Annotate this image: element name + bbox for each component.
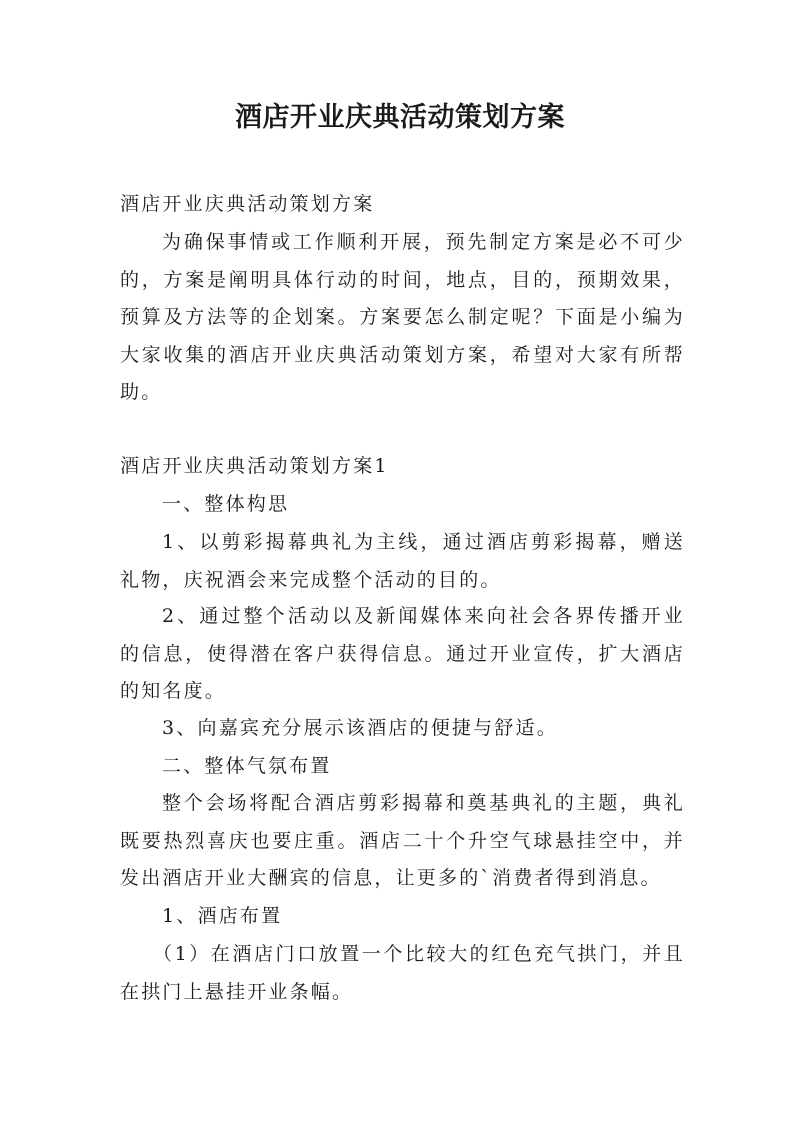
- intro-paragraph: 为确保事情或工作顺利开展，预先制定方案是必不可少的，方案是阐明具体行动的时间，地点，目的，预期效果，预算及方法等的企划案。方案要怎么制定呢？下面是小编为大家收集的酒店开业庆典活动策划方案，希望对大家有所帮助。: [120, 231, 685, 403]
- item1-paragraph: 1、以剪彩揭幕典礼为主线，通过酒店剪彩揭幕，赠送礼物，庆祝酒会来完成整个活动的目的。: [120, 531, 685, 591]
- part1-heading: 一、整体构思: [162, 493, 290, 515]
- sub1-item1-paragraph: （1）在酒店门口放置一个比较大的红色充气拱门，并且在拱门上悬挂开业条幅。: [120, 943, 685, 1003]
- part2-heading: 二、整体气氛布置: [162, 755, 332, 777]
- part2-paragraph: 整个会场将配合酒店剪彩揭幕和奠基典礼的主题，典礼既要热烈喜庆也要庄重。酒店二十个升空气球悬挂空中，并发出酒店开业大酬宾的信息，让更多的`消费者得到消息。: [120, 792, 685, 889]
- item3-paragraph: 3、向嘉宾充分展示该酒店的便捷与舒适。: [162, 717, 558, 739]
- sub1-heading: 1、酒店布置: [162, 905, 283, 927]
- document-subtitle: 酒店开业庆典活动策划方案: [120, 193, 375, 215]
- document-title: 酒店开业庆典活动策划方案: [235, 102, 565, 133]
- item2-paragraph: 2、通过整个活动以及新闻媒体来向社会各界传播开业的信息，使得潜在客户获得信息。通过开业宣传，扩大酒店的知名度。: [120, 605, 685, 702]
- section-heading: 酒店开业庆典活动策划方案1: [120, 455, 389, 477]
